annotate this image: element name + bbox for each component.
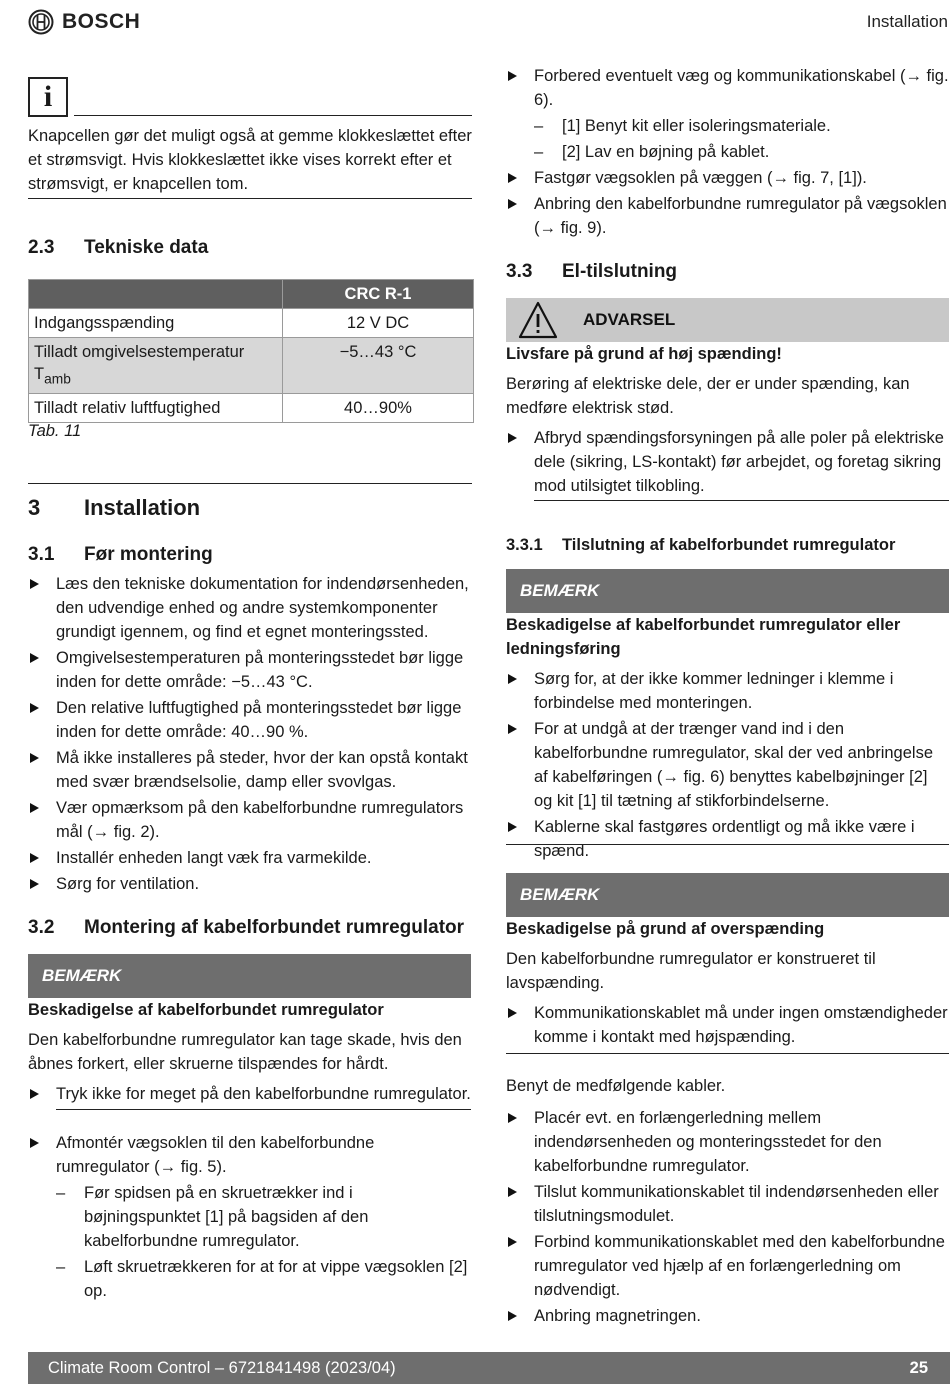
running-header: Installation	[866, 12, 948, 31]
list-item: Tilslut kommunikationskablet til indendørsenheden eller tilslutningsmodulet.	[506, 1180, 950, 1228]
sub-list	[56, 1181, 472, 1303]
list-item: Den relative luftfugtighed på monteringsstedet bør ligge inden for dette område: 40…90 %.	[28, 696, 472, 744]
list-item: Kommunikationskablet må under ingen omstændigheder komme i kontakt med højspænding.	[506, 1001, 950, 1049]
table-row: Tilladt relativ luftfugtighed 40…90%	[29, 394, 474, 423]
table-header-row	[29, 280, 474, 309]
mount-steps	[506, 64, 950, 242]
notice-text: Den kabelforbundne rumregulator er konstrueret til lavspænding.	[506, 950, 876, 992]
list-item: Vær opmærksom på den kabelforbundne rumregulators mål (→ fig. 2).	[28, 796, 472, 844]
list-item: Sørg for ventilation.	[28, 872, 472, 896]
sub-list	[534, 114, 950, 164]
notice-bar: BEMÆRK	[506, 873, 949, 917]
warning-body	[506, 342, 950, 500]
step-list	[506, 64, 950, 240]
notice-text: Den kabelforbundne rumregulator kan tage skade, hvis den åbnes forkert, eller skruerne tilspændes for hårdt.	[28, 1031, 462, 1073]
divider	[534, 500, 949, 501]
section-heading-3-3-1: 3.3.1 Tilslutning af kabelforbundet rumregulator	[506, 536, 896, 554]
list-item: Placér evt. en forlængerledning mellem indendørsenheden og monteringsstedet for den kabelforbundne rumregulator.	[506, 1106, 950, 1178]
page-number: 25	[909, 1359, 928, 1377]
section-heading-3-1: 3.1 Før montering	[28, 544, 213, 565]
tech-data-table	[28, 279, 474, 423]
pre-install-list	[28, 572, 472, 896]
section-heading-3-3: 3.3 El-tilslutning	[506, 261, 678, 282]
warning-label: ADVARSEL	[583, 310, 676, 329]
intro-text: Benyt de medfølgende kabler.	[506, 1077, 726, 1095]
warning-list	[506, 426, 950, 498]
list-item: Forbered eventuelt væg og kommunikationskabel (→ fig. 6). – [1] Benyt kit eller isoleringsmateriale. – [2] Lav en bøjning på kablet.	[506, 64, 950, 164]
step-list	[506, 1106, 950, 1328]
brand-name: BOSCH	[62, 10, 141, 33]
notice-body	[28, 998, 472, 1108]
section-heading-3-2: 3.2 Montering af kabelforbundet rumregulator	[28, 917, 465, 938]
notice-bar: BEMÆRK	[28, 954, 471, 998]
list-item: Forbind kommunikationskablet med den kabelforbundne rumregulator ved hjælp af en forlængerledning om nødvendigt.	[506, 1230, 950, 1302]
list-item: Afbryd spændingsforsyningen på alle poler på elektriske dele (sikring, LS-kontakt) før arbejdet, og foretag sikring mod utilsigtet tilkobling.	[506, 426, 950, 498]
section-heading-2-3: 2.3 Tekniske data	[28, 237, 209, 258]
divider	[28, 198, 472, 199]
warning-bar	[506, 298, 949, 342]
page-footer	[28, 1352, 950, 1384]
list-item: Omgivelsestemperaturen på monteringsstedet bør ligge inden for dette område: −5…43 °C.	[28, 646, 472, 694]
notice-list	[28, 1082, 472, 1106]
sub-list-item: – Før spidsen på en skruetrækker ind i bøjningspunktet [1] på bagsiden af den kabelforbundne rumregulator.	[56, 1181, 472, 1253]
list-item: For at undgå at der trænger vand ind i den kabelforbundne rumregulator, skal der ved anbringelse af kabelføringen (→ fig. 6) benyttes kabelbøjninger [2] og kit [1] til tætning af stikforbindelserne.	[506, 717, 950, 813]
chapter-heading-3: 3 Installation	[28, 495, 201, 520]
bosch-armature-icon	[28, 9, 54, 35]
table-caption: Tab. 11	[28, 422, 82, 440]
notice-body	[506, 613, 950, 865]
dismount-steps	[28, 1131, 472, 1305]
list-item: Må ikke installeres på steder, hvor der kan opstå kontakt med svær brændselsolie, damp eller svovlgas.	[28, 746, 472, 794]
info-note-text: Knapcellen gør det muligt også at gemme klokkeslættet efter et strømsvigt. Hvis klokkeslættet ikke vises korrekt efter et strømsvigt, er knapcellen tom.	[28, 127, 472, 193]
step-list	[28, 1131, 472, 1303]
notice-bar: BEMÆRK	[506, 569, 949, 613]
divider	[506, 1053, 949, 1054]
list-item: Anbring magnetringen.	[506, 1304, 950, 1328]
table-header-cell: CRC R-1	[283, 280, 474, 309]
warning-title: Livsfare på grund af høj spænding!	[506, 345, 782, 363]
list-item: Anbring den kabelforbundne rumregulator på vægsoklen (→ fig. 9).	[506, 192, 950, 240]
list-item: Sørg for, at der ikke kommer ledninger i klemme i forbindelse med monteringen.	[506, 667, 950, 715]
divider	[28, 483, 472, 484]
notice-list	[506, 1001, 950, 1049]
divider	[74, 115, 472, 116]
pre-install-list-block	[28, 572, 472, 898]
list-item: Tryk ikke for meget på den kabelforbundne rumregulator.	[28, 1082, 472, 1106]
list-item: Installér enheden langt væk fra varmekilde.	[28, 846, 472, 870]
divider	[56, 1109, 471, 1110]
table-row: Indgangsspænding 12 V DC	[29, 309, 474, 338]
list-item: Kablerne skal fastgøres ordentligt og må ikke være i spænd.	[506, 815, 950, 863]
sub-list-item: – [2] Lav en bøjning på kablet.	[534, 140, 950, 164]
connection-steps	[506, 1074, 950, 1330]
warning-triangle-icon	[518, 301, 558, 339]
brand-logo	[28, 7, 140, 37]
divider	[506, 844, 949, 845]
notice-list	[506, 667, 950, 863]
notice-title: Beskadigelse på grund af overspænding	[506, 920, 825, 938]
notice-body	[506, 917, 950, 1051]
list-item: Fastgør vægsoklen på væggen (→ fig. 7, [1]).	[506, 166, 950, 190]
notice-title: Beskadigelse af kabelforbundet rumregulator	[28, 1001, 384, 1019]
table-row: Tilladt omgivelsestemperatur $T_{amb}$ −5…43 °C	[29, 338, 474, 394]
sub-list-item: – Løft skruetrækkeren for at for at vippe vægsoklen [2] op.	[56, 1255, 472, 1303]
list-item: Læs den tekniske dokumentation for indendørsenheden, den udvendige enhed og andre systemkomponenter grundigt igennem, og find et egnet monteringssted.	[28, 572, 472, 644]
notice-title: Beskadigelse af kabelforbundet rumregulator eller ledningsføring	[506, 616, 901, 658]
footer-text: Climate Room Control – 6721841498 (2023/04)	[48, 1359, 396, 1377]
list-item: Afmontér vægsoklen til den kabelforbundne rumregulator (→ fig. 5). – Før spidsen på en skruetrækker ind i bøjningspunktet [1] på bagsiden af den kabelforbundne rumregulator. – Løft skruetrækkeren for at for at vippe vægsoklen [2] op.	[28, 1131, 472, 1303]
sub-list-item: – [1] Benyt kit eller isoleringsmateriale.	[534, 114, 950, 138]
info-icon: i	[28, 77, 68, 117]
warning-text: Berøring af elektriske dele, der er under spænding, kan medføre elektrisk stød.	[506, 375, 910, 417]
